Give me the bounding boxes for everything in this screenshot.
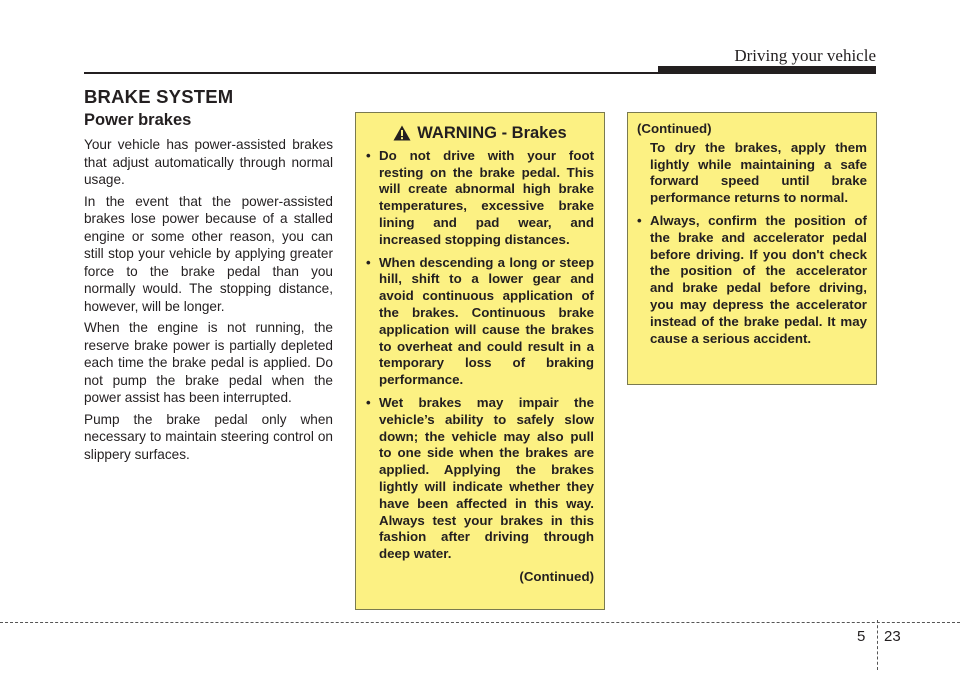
page-number: 23 (884, 628, 901, 645)
header-rule-accent (658, 66, 876, 74)
body-paragraph: In the event that the power-assisted brakes lose power because of a stalled engine or some other reason, you can still stop your vehicle by applying greater force to the brake pedal than you normally would. The stopping distance, however, will be longer. (84, 193, 333, 314)
body-column (84, 111, 333, 467)
warning-paragraph: To dry the brakes, apply them lightly while maintaining a safe forward speed until brake performance returns to normal. (650, 139, 867, 206)
body-paragraph: Pump the brake pedal only when necessary to maintain steering control on slippery surfaces. (84, 411, 333, 462)
warning-list (366, 148, 594, 563)
continued-label: (Continued) (637, 121, 712, 136)
warning-box-continued (627, 112, 877, 385)
warning-triangle-icon (393, 125, 411, 141)
section-title: BRAKE SYSTEM (84, 86, 234, 107)
chapter-number: 5 (857, 628, 866, 645)
running-header: Driving your vehicle (734, 46, 876, 65)
body-paragraph: Your vehicle has power-assisted brakes that adjust automatically through normal usage. (84, 137, 333, 187)
warning-item: • When descending a long or steep hill, shift to a lower gear and avoid continuous application of the brakes. Continuous brake application will cause the brakes to overheat and could result in a temporary loss of braking performance. (366, 255, 594, 389)
warning-header (366, 125, 594, 142)
body-paragraph: When the engine is not running, the reserve brake power is partially depleted each time the brake pedal is applied. Do not pump the brake pedal when the power assist has been interrupted. (84, 320, 333, 405)
warning-item: • Wet brakes may impair the vehicle’s ability to safely slow down; the vehicle may also pull to one side when the brakes are applied. Applying the brakes lightly will indicate whether they have been affected in this way. Always test your brakes in this fashion after driving through deep water. (366, 395, 594, 563)
footer-divider (877, 620, 878, 670)
warning-box (355, 112, 605, 610)
warning-item: • Always, confirm the position of the brake and accelerator pedal before driving. If you don't check the position of the accelerator and brake pedal before driving, you may depress the accelerator instead of the brake pedal. It may cause a serious accident. (637, 213, 867, 347)
warning-title: WARNING - Brakes (417, 124, 567, 142)
warning-item: • Do not drive with your foot resting on the brake pedal. This will create abnormal high brake temperatures, excessive brake lining and pad wear, and increased stopping distances. (366, 148, 594, 249)
subheading: Power brakes (84, 111, 192, 129)
continued-label: (Continued) (519, 568, 594, 584)
warning-list (637, 213, 867, 347)
footer-rule (0, 622, 960, 623)
